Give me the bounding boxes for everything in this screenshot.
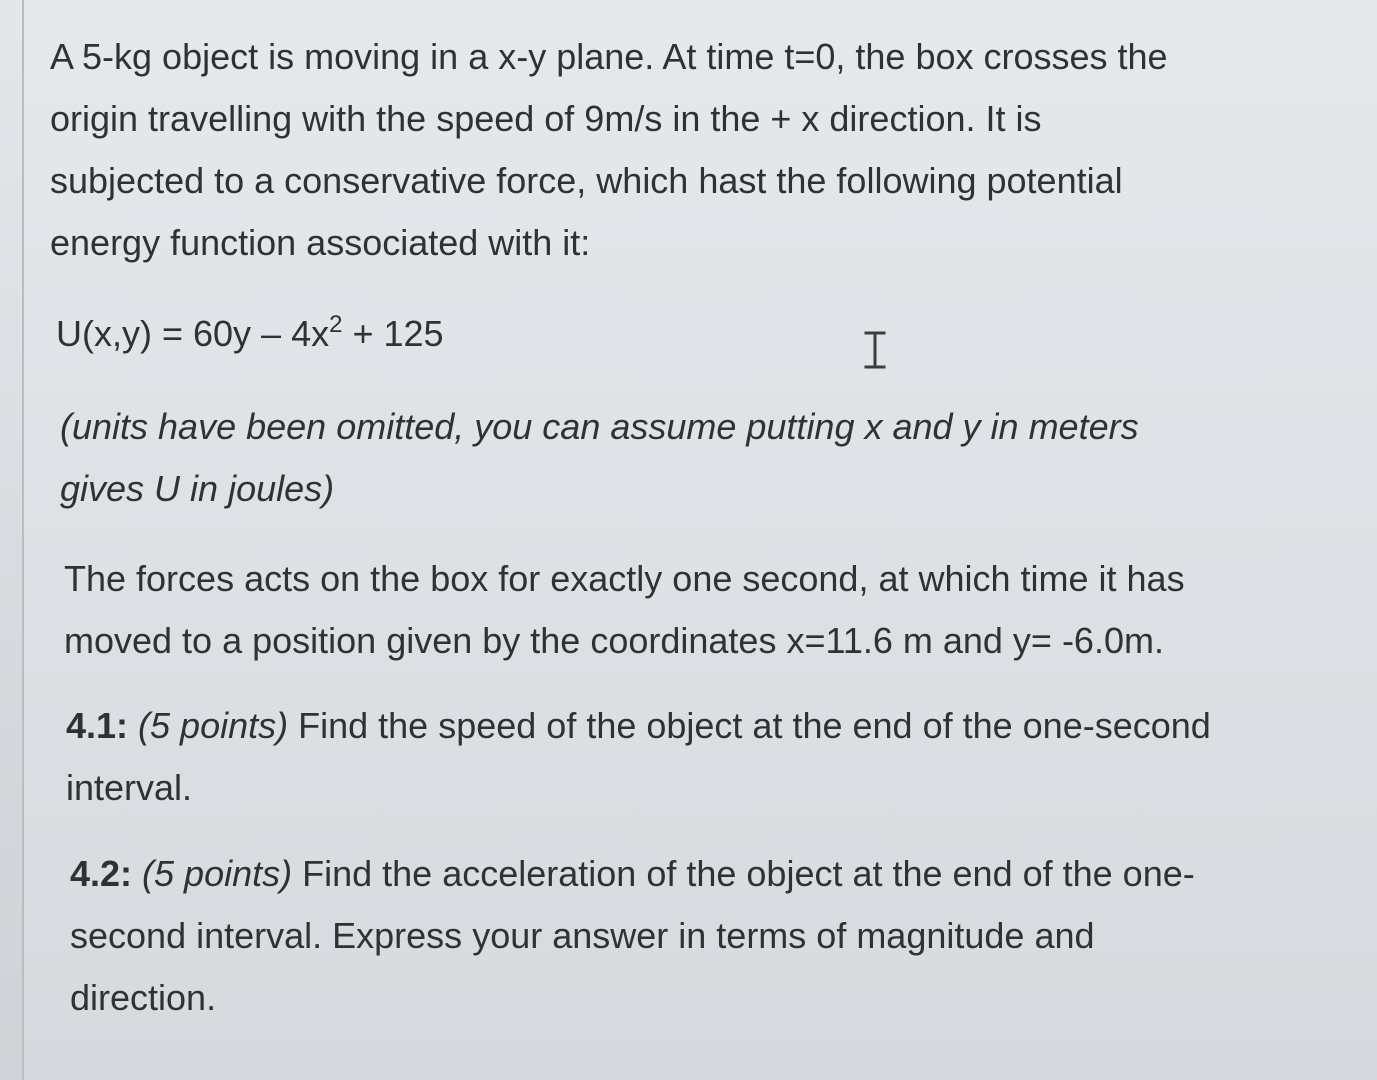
question-4-2-line: second interval. Express your answer in terms of magnitude and — [70, 915, 1095, 956]
equation-lhs: U(x,y) = 60y – 4x — [56, 313, 330, 354]
question-4-2-text: Find the acceleration of the object at the end of the one- — [292, 853, 1195, 894]
question-4-2 — [70, 843, 1195, 1029]
problem-intro — [50, 26, 1168, 274]
question-4-1-text: Find the speed of the object at the end of the one-second — [288, 705, 1211, 746]
question-4-1-points: (5 points) — [128, 705, 289, 746]
equation-rhs: + 125 — [342, 313, 444, 354]
intro-line: origin travelling with the speed of 9m/s in the + x direction. It is — [50, 98, 1042, 139]
question-4-2-label: 4.2: — [70, 853, 133, 894]
question-4-2-line — [70, 843, 1195, 905]
units-note — [60, 396, 1139, 520]
question-4-1-line: interval. — [66, 767, 193, 808]
forces-line: The forces acts on the box for exactly one second, at which time it has — [64, 558, 1185, 599]
intro-line: energy function associated with it: — [50, 222, 591, 263]
question-panel — [22, 0, 1377, 1080]
forces-line: moved to a position given by the coordinates x=11.6 m and y= -6.0m. — [64, 620, 1164, 661]
equation-exponent: 2 — [329, 311, 343, 338]
potential-energy-equation — [56, 303, 444, 370]
units-note-line: gives U in joules) — [60, 468, 335, 509]
intro-line: subjected to a conservative force, which hast the following potential — [50, 160, 1123, 201]
question-4-1-label: 4.1: — [66, 705, 129, 746]
question-4-1 — [66, 695, 1211, 819]
units-note-line: (units have been omitted, you can assume putting x and y in meters — [60, 406, 1139, 447]
question-4-2-line: direction. — [70, 977, 217, 1018]
question-4-1-line — [66, 695, 1211, 757]
text-cursor-icon — [862, 330, 888, 370]
forces-paragraph — [64, 548, 1185, 672]
question-4-2-points: (5 points) — [132, 853, 293, 894]
intro-line: A 5-kg object is moving in a x-y plane. At time t=0, the box crosses the — [50, 36, 1168, 77]
